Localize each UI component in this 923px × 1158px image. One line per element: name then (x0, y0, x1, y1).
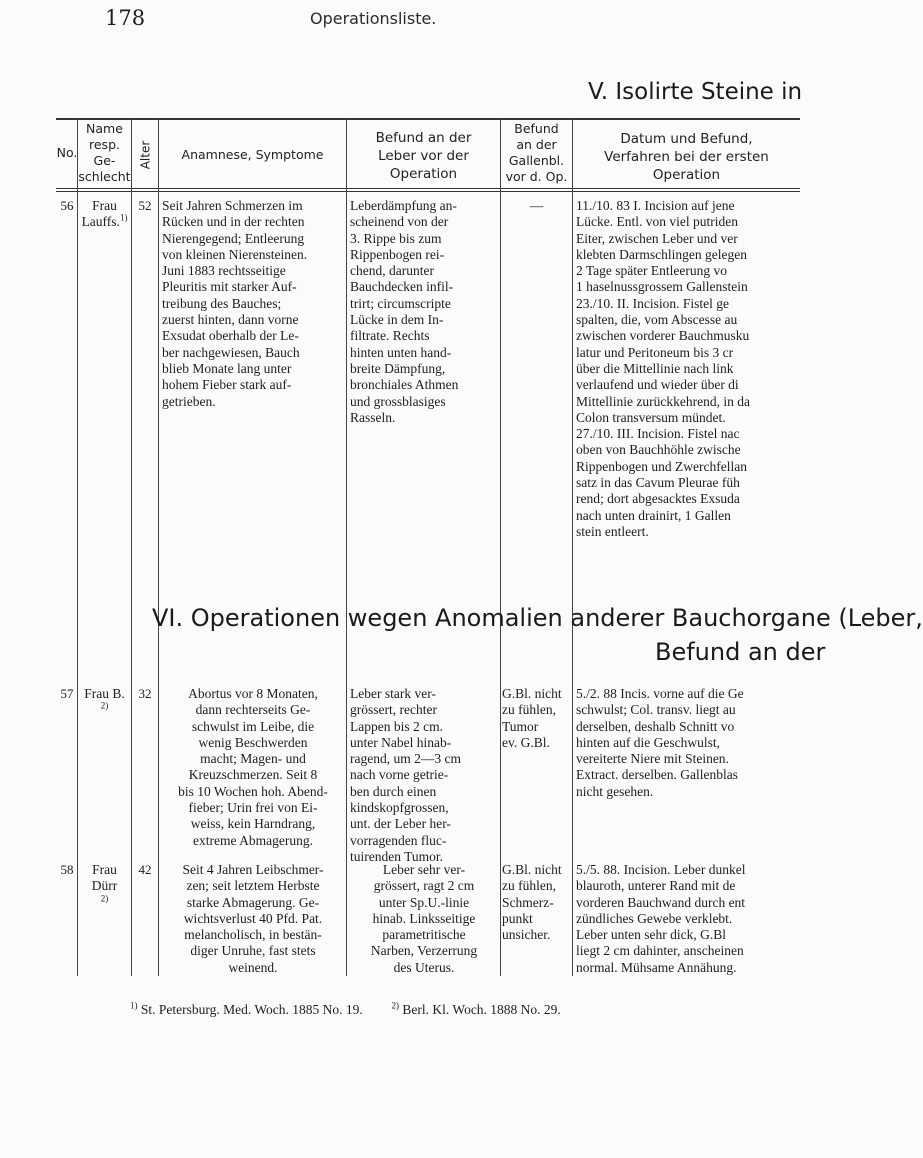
text-line: zu fühlen, (502, 702, 556, 718)
text-line: zen; seit letztem Herbste (186, 878, 320, 894)
row-58-anamnese (162, 862, 344, 976)
text-line: Mittellinie zurückkehrend, in da (576, 393, 750, 409)
text-line: Kreuzschmerzen. Seit 8 (188, 767, 318, 783)
text-line: ben durch einen (350, 783, 437, 799)
text-line: rend; dort abgesacktes Exsuda (576, 491, 740, 507)
text-line: blauroth, unterer Rand mit de (576, 878, 736, 894)
text-line: unter Sp.U.-linie (378, 894, 470, 910)
text-line: oben von Bauchhöhle zwische (576, 442, 741, 458)
text-line: 3. Rippe bis zum (350, 230, 442, 246)
text-line: nach unten drainirt, 1 Gallen (576, 507, 731, 523)
text-line: verlaufend und wieder über di (576, 377, 739, 393)
text-line: tuirenden Tumor. (350, 848, 444, 864)
text-line: nach vorne getrie- (350, 767, 449, 783)
section-vi-title: VI. Operationen wegen Anomalien anderer Bauchorgane (Leber, (152, 604, 923, 632)
text-line: Bauchdecken infil- (350, 279, 454, 295)
text-line: ber nachgewiesen, Bauch (162, 344, 300, 360)
text-line: Lücke. Entl. von viel putriden (576, 214, 738, 230)
text-line: vorderen Bauchwand durch ent (576, 894, 746, 910)
row-56-datum (576, 198, 800, 540)
text-line: wenig Beschwerden (198, 734, 308, 750)
row-57-anamnese (162, 686, 344, 849)
header-datum: Datum und Befund, Verfahren bei der ersten Operation (604, 131, 769, 183)
text-line: breite Dämpfung, (350, 360, 446, 376)
text-line: 1 haselnussgrossem Gallenstein (576, 279, 748, 295)
text-line: über die Mittellinie nach link (576, 360, 734, 376)
text-line: Narben, Verzerrung (370, 943, 478, 959)
col-rule-anamnese (346, 119, 347, 976)
text-line: schwulst im Leibe, die (191, 718, 315, 734)
text-line: zündliches Gewebe verklebt. (576, 910, 733, 926)
page-number: 178 (105, 6, 146, 30)
text-line: G.Bl. nicht (502, 686, 562, 701)
text-line: grössert, ragt 2 cm (373, 878, 475, 894)
text-line: satz in das Cavum Pleurae füh (576, 475, 740, 491)
header-name: Name resp. Ge- schlecht (78, 121, 131, 184)
text-line: spalten, die, vom Abscesse au (576, 312, 738, 328)
text-line: vereiterte Niere mit Steinen. (576, 751, 729, 767)
text-line: normal. Mühsame Annähung. (576, 959, 737, 975)
text-line: 2 Tage später Entleerung vo (576, 263, 728, 279)
text-line: bronchiales Athmen (350, 377, 459, 393)
text-line: unsicher. (502, 927, 551, 943)
text-line: hohem Fieber stark auf- (162, 377, 292, 393)
text-line: trirt; circumscripte (350, 295, 451, 311)
text-line: Leberdämpfung an- (350, 198, 457, 213)
text-line: ragend, um 2—3 cm (350, 751, 461, 767)
text-line: parametritische (382, 927, 466, 943)
text-line: starke Abmagerung. Ge- (186, 894, 320, 910)
text-line: Extract. derselben. Gallenblas (576, 767, 738, 783)
row-58-alter: 42 (138, 862, 152, 877)
text-line: Rasseln. (350, 409, 396, 425)
text-line: 5./2. 88 Incis. vorne auf die Ge (576, 686, 744, 701)
text-line: latur und Peritoneum bis 3 cr (576, 344, 734, 360)
text-line: 27./10. III. Incision. Fistel nac (576, 426, 740, 442)
text-line: schwulst; Col. transv. liegt au (576, 702, 736, 718)
text-line: Leber sehr ver- (382, 862, 466, 877)
text-line: hinten unten hand- (350, 344, 452, 360)
col-rule-leber (500, 119, 501, 976)
row-56-befund-leber (350, 198, 498, 426)
row-58-befund-leber (348, 862, 500, 976)
row-58-no: 58 (60, 862, 74, 877)
section-v-title: V. Isolirte Steine in (588, 79, 803, 105)
text-line: hinab. Linksseitige (372, 910, 476, 926)
text-line: kindskopfgrossen, (350, 800, 449, 816)
text-line: getrieben. (162, 393, 216, 409)
text-line: Colon transversum mündet. (576, 409, 726, 425)
text-line: 11./10. 83 I. Incision auf jene (576, 198, 735, 213)
text-line: blieb Monate lang unter (162, 360, 292, 376)
text-line: fieber; Urin frei von Ei- (188, 800, 318, 816)
row-58-name: Frau Dürr $^{2)}$ (91, 862, 118, 904)
text-line: Lappen bis 2 cm. (350, 718, 443, 734)
text-line: Pleuritis mit starker Auf- (162, 279, 297, 295)
text-line: scheinend von der (350, 214, 449, 230)
text-line: derselben, deshalb Schnitt vo (576, 718, 735, 734)
col-rule-gallenbl (572, 119, 573, 976)
text-line: Seit 4 Jahren Leibschmer- (182, 862, 324, 877)
text-line: vorragenden fluc- (350, 832, 447, 848)
text-line: von kleinen Nierensteinen. (162, 246, 308, 262)
row-57-datum (576, 686, 800, 800)
text-line: filtrate. Rechts (350, 328, 430, 344)
text-line: des Uterus. (393, 959, 455, 975)
text-line: zuerst hinten, dann vorne (162, 312, 299, 328)
text-line: Abortus vor 8 Monaten, (188, 686, 318, 701)
text-line: klebten Darmschlingen gelegen (576, 246, 747, 262)
text-line: 5./5. 88. Incision. Leber dunkel (576, 862, 746, 877)
row-57-befund-gallenbl (502, 686, 572, 751)
text-line: Rücken und in der rechten (162, 214, 305, 230)
text-line: chend, darunter (350, 263, 434, 279)
text-line: Nierengegend; Entleerung (162, 230, 305, 246)
text-line: Tumor (502, 718, 539, 734)
row-56-befund-gallenbl (501, 198, 572, 214)
col-rule-no (77, 119, 78, 976)
text-line: hinten auf die Geschwulst, (576, 734, 720, 750)
header-befund-leber: Befund an der Leber vor der Operation (375, 130, 472, 182)
text-line: und grossblasiges (350, 393, 446, 409)
row-56-no: 56 (60, 198, 74, 213)
text-line: wichtsverlust 40 Pfd. Pat. (183, 910, 323, 926)
row-56-anamnese (162, 198, 342, 410)
text-line: — (529, 198, 544, 213)
text-line: ev. G.Bl. (502, 734, 550, 750)
header-befund-gallenbl: Befund an der Gallenbl. vor d. Op. (505, 121, 568, 184)
text-line: Juni 1883 rechtsseitige (162, 263, 286, 279)
row-56-alter: 52 (138, 198, 152, 213)
text-line: grössert, rechter (350, 702, 437, 718)
section-vi-title-cont: Befund an der (655, 638, 826, 666)
header-rule-2 (56, 191, 800, 192)
text-line: unt. der Leber her- (350, 816, 451, 832)
text-line: Lücke in dem In- (350, 312, 444, 328)
text-line: weiss, kein Harndrang, (190, 816, 316, 832)
text-line: 23./10. II. Incision. Fistel ge (576, 295, 729, 311)
text-line: Rippenbogen rei- (350, 246, 445, 262)
row-57-no: 57 (60, 686, 74, 701)
text-line: G.Bl. nicht (502, 862, 562, 877)
text-line: bis 10 Wochen hoh. Abend- (178, 783, 328, 799)
col-rule-alter (158, 119, 159, 976)
text-line: Seit Jahren Schmerzen im (162, 198, 303, 213)
text-line: Rippenbogen und Zwerchfellan (576, 458, 747, 474)
text-line: Leber stark ver- (350, 686, 436, 701)
col-rule-name (131, 119, 132, 976)
header-no: No. (56, 145, 78, 160)
text-line: Schmerz- (502, 894, 554, 910)
text-line: punkt (502, 910, 533, 926)
header-anamnese: Anamnese, Symptome (181, 147, 324, 162)
row-56-name: Frau Lauffs.$^{1)}$ (81, 198, 128, 230)
row-57-befund-leber (350, 686, 498, 865)
text-line: nicht gesehen. (576, 783, 654, 799)
text-line: Eiter, zwischen Leber und ver (576, 230, 738, 246)
row-58-datum (576, 862, 800, 976)
text-line: Exsudat oberhalb der Le- (162, 328, 299, 344)
running-title: Operationsliste. (310, 9, 437, 28)
text-line: macht; Magen- und (200, 751, 306, 767)
text-line: diger Unruhe, fast stets (190, 943, 316, 959)
text-line: zu fühlen, (502, 878, 556, 894)
text-line: liegt 2 cm dahinter, anscheinen (576, 943, 744, 959)
text-line: extreme Abmagerung. (193, 832, 313, 848)
text-line: dann rechterseits Ge- (195, 702, 311, 718)
text-line: Leber unten sehr dick, G.Bl (576, 927, 726, 943)
row-57-alter: 32 (138, 686, 152, 701)
text-line: melancholisch, in bestän- (184, 927, 322, 943)
footnotes: $^{1)}$ St. Petersburg. Med. Woch. 1885 No. 19. $^{2)}$ Berl. Kl. Woch. 1888 No. 29. (130, 1000, 561, 1017)
header-rule-1 (56, 188, 800, 189)
header-alter: Alter (138, 140, 153, 170)
text-line: unter Nabel hinab- (350, 734, 452, 750)
text-line: stein entleert. (576, 523, 649, 539)
text-line: treibung des Bauches; (162, 295, 282, 311)
table-top-rule (56, 118, 800, 120)
text-line: zwischen vorderer Bauchmusku (576, 328, 750, 344)
text-line: weinend. (228, 959, 278, 975)
row-57-name: Frau B. $^{2)}$ (84, 686, 125, 711)
row-58-befund-gallenbl (502, 862, 572, 943)
